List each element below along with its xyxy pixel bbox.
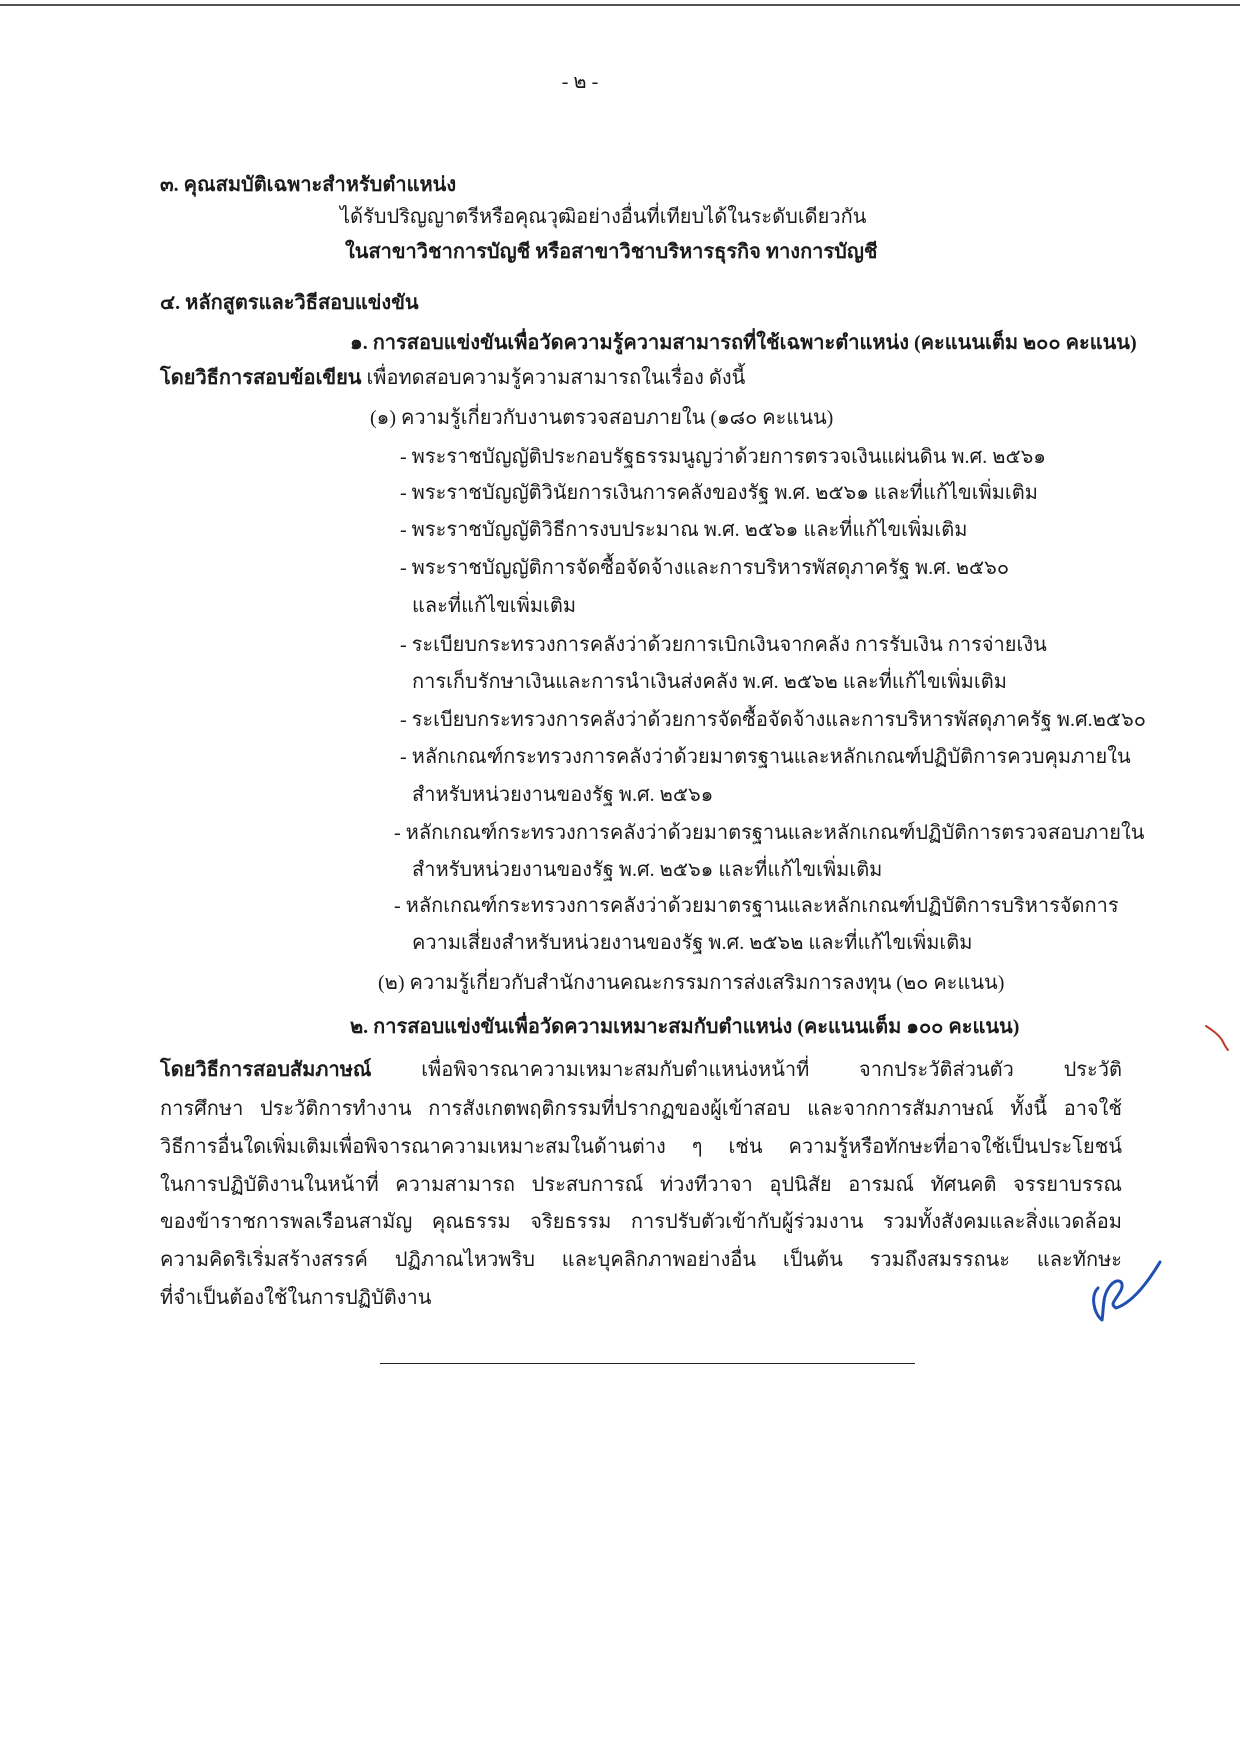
exam1-sub2-heading: (๒) ความรู้เกี่ยวกับสำนักงานคณะกรรมการส่งเสริมการลงทุน (๒๐ คะแนน) <box>378 972 1005 994</box>
exam2-paragraph-line <box>160 1056 1122 1084</box>
section3-line: ได้รับปริญญาตรีหรือคุณวุฒิอย่างอื่นที่เทียบได้ในระดับเดียวกัน <box>340 206 867 228</box>
exam1-method-text: เพื่อทดสอบความรู้ความสามารถในเรื่อง ดังนี้ <box>361 367 746 389</box>
signature-mark <box>1080 1248 1170 1328</box>
syllabus-bullet: - ระเบียบกระทรวงการคลังว่าด้วยการจัดซื้อจัดจ้างและการบริหารพัสดุภาครัฐ พ.ศ.๒๕๖๐ <box>400 709 1146 731</box>
exam2-paragraph-line: วิธีการอื่นใดเพิ่มเติมเพื่อพิจารณาความเหมาะสมในด้านต่าง ๆ เช่น ความรู้หรือทักษะที่อาจใช้เป็นประโยชน์ <box>160 1136 1122 1158</box>
section4-heading: ๔. หลักสูตรและวิธีสอบแข่งขัน <box>160 292 419 314</box>
syllabus-bullet: - พระราชบัญญัติวิธีการงบประมาณ พ.ศ. ๒๕๖๑ และที่แก้ไขเพิ่มเติม <box>400 519 968 541</box>
syllabus-bullet: - ระเบียบกระทรวงการคลังว่าด้วยการเบิกเงินจากคลัง การรับเงิน การจ่ายเงิน <box>400 634 1047 656</box>
syllabus-bullet: - พระราชบัญญัติการจัดซื้อจัดจ้างและการบริหารพัสดุภาครัฐ พ.ศ. ๒๕๖๐ <box>400 557 1010 579</box>
exam2-method-label: โดยวิธีการสอบสัมภาษณ์ <box>160 1059 372 1081</box>
exam2-paragraph-line: ในการปฏิบัติงานในหน้าที่ ความสามารถ ประสบการณ์ ท่วงทีวาจา อุปนิสัย อารมณ์ ทัศนคติ จรรยาบรรณ <box>160 1174 1122 1196</box>
syllabus-bullet-continuation: และที่แก้ไขเพิ่มเติม <box>412 595 577 617</box>
section3-line: ในสาขาวิชาการบัญชี หรือสาขาวิชาบริหารธุรกิจ ทางการบัญชี <box>345 241 878 263</box>
exam1-method-label: โดยวิธีการสอบข้อเขียน <box>160 367 362 389</box>
section3-heading: ๓. คุณสมบัติเฉพาะสำหรับตำแหน่ง <box>160 174 457 196</box>
syllabus-bullet: - หลักเกณฑ์กระทรวงการคลังว่าด้วยมาตรฐานและหลักเกณฑ์ปฏิบัติการบริหารจัดการ <box>394 895 1119 917</box>
syllabus-bullet-continuation: สำหรับหน่วยงานของรัฐ พ.ศ. ๒๕๖๑ <box>412 784 714 806</box>
syllabus-bullet-continuation: ความเสี่ยงสำหรับหน่วยงานของรัฐ พ.ศ. ๒๕๖๒ และที่แก้ไขเพิ่มเติม <box>412 932 973 954</box>
syllabus-bullet-continuation: สำหรับหน่วยงานของรัฐ พ.ศ. ๒๕๖๑ และที่แก้ไขเพิ่มเติม <box>412 859 883 881</box>
syllabus-bullet: - พระราชบัญญัติวินัยการเงินการคลังของรัฐ พ.ศ. ๒๕๖๑ และที่แก้ไขเพิ่มเติม <box>400 482 1038 504</box>
exam2-paragraph-line: ของข้าราชการพลเรือนสามัญ คุณธรรม จริยธรรม การปรับตัวเข้ากับผู้ร่วมงาน รวมทั้งสังคมและสิ่งแวดล้อม <box>160 1211 1122 1233</box>
scan-edge-line <box>0 4 1240 6</box>
exam2-method-text: เพื่อพิจารณาความเหมาะสมกับตำแหน่งหน้าที่ จากประวัติส่วนตัว ประวัติ <box>371 1059 1122 1081</box>
syllabus-bullet: - พระราชบัญญัติประกอบรัฐธรรมนูญว่าด้วยการตรวจเงินแผ่นดิน พ.ศ. ๒๕๖๑ <box>400 446 1046 468</box>
exam2-heading: ๒. การสอบแข่งขันเพื่อวัดความเหมาะสมกับตำแหน่ง (คะแนนเต็ม ๑๐๐ คะแนน) <box>350 1016 1020 1038</box>
syllabus-bullet-continuation: การเก็บรักษาเงินและการนำเงินส่งคลัง พ.ศ. ๒๕๖๒ และที่แก้ไขเพิ่มเติม <box>412 671 1007 693</box>
exam2-paragraph-line: ที่จำเป็นต้องใช้ในการปฏิบัติงาน <box>160 1287 432 1309</box>
exam2-paragraph-line: การศึกษา ประวัติการทำงาน การสังเกตพฤติกรรมที่ปรากฏของผู้เข้าสอบ และจากการสัมภาษณ์ ทั้งนี้ อาจใช้ <box>160 1098 1122 1120</box>
exam2-paragraph-line: ความคิดริเริ่มสร้างสรรค์ ปฏิภาณไหวพริบ และบุคลิกภาพอย่างอื่น เป็นต้น รวมถึงสมรรถนะ และทักษะ <box>160 1249 1122 1271</box>
exam1-sub1-heading: (๑) ความรู้เกี่ยวกับงานตรวจสอบภายใน (๑๘๐ คะแนน) <box>370 407 834 429</box>
end-rule <box>380 1363 915 1364</box>
red-ink-mark <box>1200 1020 1234 1054</box>
exam1-heading: ๑. การสอบแข่งขันเพื่อวัดความรู้ความสามารถที่ใช้เฉพาะตำแหน่ง (คะแนนเต็ม ๒๐๐ คะแนน) <box>350 332 1137 354</box>
page-number: - ๒ - <box>561 71 599 93</box>
exam1-method <box>160 364 745 392</box>
syllabus-bullet: - หลักเกณฑ์กระทรวงการคลังว่าด้วยมาตรฐานและหลักเกณฑ์ปฏิบัติการตรวจสอบภายใน <box>394 822 1145 844</box>
syllabus-bullet: - หลักเกณฑ์กระทรวงการคลังว่าด้วยมาตรฐานและหลักเกณฑ์ปฏิบัติการควบคุมภายใน <box>400 746 1131 768</box>
